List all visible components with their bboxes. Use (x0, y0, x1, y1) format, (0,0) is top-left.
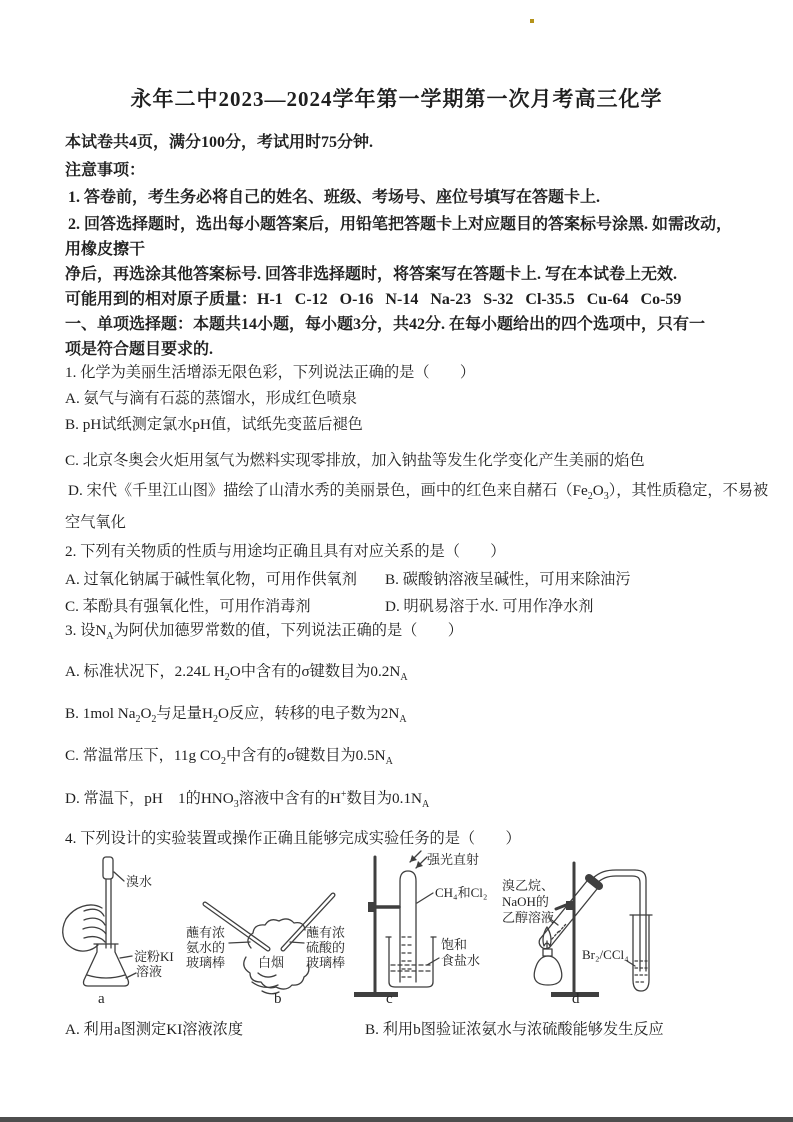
q2-option-d: D. 明矾易溶于水. 可用作净水剂 (385, 598, 594, 615)
ring-stand-icon (354, 857, 399, 997)
paper-info: 本试卷共4页，满分100分，考试用时75分钟. (65, 134, 374, 151)
figure-c-letter: c (386, 991, 393, 1007)
figure-d-tube-label-line3: 乙醇溶液 (502, 910, 555, 925)
flask-pointer-line-2 (126, 973, 136, 978)
figure-d-receiver-label: Br₂/CCl₄ (582, 947, 629, 962)
q3-option-a: A. 标准状况下，2.24L $H_2O$中含有的σ键数目为$0.2N_A$ (65, 663, 408, 684)
q1-option-c: C. 北京冬奥会火炬用氢气为燃料实现零排放，加入钠盐等发生化学变化产生美丽的焰色 (65, 452, 645, 469)
q3-option-d: D. 常温下，pH 1的$HNO_3$溶液中含有的H+数目为$0.1N_A$ (65, 788, 430, 811)
figure-c-brine-label-line1: 饱和 (441, 937, 468, 952)
apparatus-figure-c (354, 851, 487, 1007)
figure-a-letter: a (98, 991, 105, 1007)
figure-d-tube-label-line2: NaOH的 (502, 894, 549, 909)
figure-b-left-label-line2: 氨水的 (186, 940, 226, 955)
figure-c-brine-label-line2: 食盐水 (441, 953, 481, 968)
scan-artifact-dot (530, 19, 534, 23)
light-arrows-icon (410, 851, 427, 868)
figure-b-left-label-line1: 蘸有浓 (186, 925, 226, 940)
q2-stem: 2. 下列有关物质的性质与用途均正确且具有对应关系的是（ ） (65, 543, 506, 560)
notice-1: 1. 答卷前，考生务必将自己的姓名、班级、考场号、座位号填写在答题卡上. (68, 189, 601, 206)
q1-option-a: A. 氨气与滴有石蕊的蒸馏水，形成红色喷泉 (65, 390, 357, 407)
left-rod-pointer-line (229, 942, 250, 943)
figure-b-letter: b (274, 991, 282, 1007)
q1-option-b: B. pH试纸测定氯水pH值，试纸先变蓝后褪色 (65, 416, 363, 433)
bottom-scan-bar (0, 1117, 793, 1122)
notice-2-line2: 用橡皮擦干 (65, 241, 146, 258)
receiver-test-tube-icon (630, 915, 652, 991)
dropper-icon (103, 857, 113, 948)
q1-option-d-line2: 空气氧化 (65, 514, 126, 531)
figure-b-center-label: 白烟 (258, 955, 285, 970)
q2-option-a: A. 过氧化钠属于碱性氧化物，可用作供氧剂 (65, 571, 357, 588)
notice-2-line1: 2. 回答选择题时，选出每小题答案后，用铅笔把答题卡上对应题目的答案标号涂黑. 如需改动， (68, 216, 733, 233)
q2-option-b: B. 碳酸钠溶液呈碱性，可用来除油污 (385, 571, 631, 588)
figure-a-flask-label-line1: 淀粉KI (134, 949, 174, 964)
figure-b-right-label-line2: 硫酸的 (306, 940, 346, 955)
q1-stem: 1. 化学为美丽生活增添无限色彩，下列说法正确的是（ ） (65, 364, 476, 381)
figure-a-reagent-label: 溴水 (126, 874, 153, 889)
q4-apparatus-figures (0, 845, 793, 1020)
figure-b-right-label-line3: 玻璃棒 (306, 955, 346, 970)
section-1-heading-line1: 一、单项选择题：本题共14小题，每小题3分，共42分. 在每小题给出的四个选项中，只有一 (65, 316, 706, 333)
notices-heading: 注意事项： (65, 162, 146, 179)
figure-d-tube-label-line1: 溴乙烷、 (502, 878, 555, 893)
figure-c-light-label: 强光直射 (427, 852, 480, 867)
alcohol-lamp-icon (534, 927, 562, 985)
figure-d-letter: d (572, 991, 580, 1007)
q3-option-b: B. 1mol $Na_2O_2$与足量$H_2O$反应，转移的电子数为$2N_A$ (65, 705, 407, 726)
apparatus-figure-d (502, 863, 652, 1007)
figure-c-gas-label: CH₄和Cl₂ (435, 885, 488, 900)
atomic-mass-line: 可能用到的相对原子质量：H-1 C-12 O-16 N-14 Na-23 S-32 Cl-35.5 Cu-64 Co-59 (65, 291, 682, 308)
bromine-pointer-line (114, 872, 124, 881)
q3-option-c: C. 常温常压下，11g $CO_2$中含有的σ键数目为$0.5N_A$ (65, 747, 393, 768)
exam-title: 永年二中2023—2024学年第一学期第一次月考高三化学 (130, 87, 663, 111)
gas-pointer-line (417, 893, 433, 903)
apparatus-figure-a (63, 857, 174, 1007)
flask-pointer-line-1 (120, 956, 132, 958)
q4-stem: 4. 下列设计的实验装置或操作正确且能够完成实验任务的是（ ） (65, 830, 521, 847)
q4-option-a: A. 利用a图测定KI溶液浓度 (65, 1021, 244, 1038)
q1-option-d-line1: D. 宋代《千里江山图》描绘了山清水秀的美丽景色，画中的红色来自赭石$(Fe_2O_3)$，其性质稳定，不易被 (68, 482, 769, 503)
q3-stem: 3. 设$N_A$为阿伏加德罗常数的值，下列说法正确的是（ ） (65, 622, 463, 643)
receiver-pointer-line (627, 961, 635, 966)
notice-2-line3: 净后，再选涂其他答案标号. 回答非选择题时，将答案写在答题卡上. 写在本试卷上无效. (65, 266, 678, 283)
figure-b-right-label-line1: 蘸有浓 (306, 925, 346, 940)
q4-option-b: B. 利用b图验证浓氨水与浓硫酸能够发生反应 (365, 1021, 664, 1038)
q2-option-c: C. 苯酚具有强氧化性，可用作消毒剂 (65, 598, 311, 615)
figure-b-left-label-line3: 玻璃棒 (186, 955, 226, 970)
section-1-heading-line2: 项是符合题目要求的. (65, 341, 214, 358)
figure-a-flask-label-line2: 溶液 (136, 964, 163, 979)
apparatus-figure-b (186, 895, 345, 1007)
